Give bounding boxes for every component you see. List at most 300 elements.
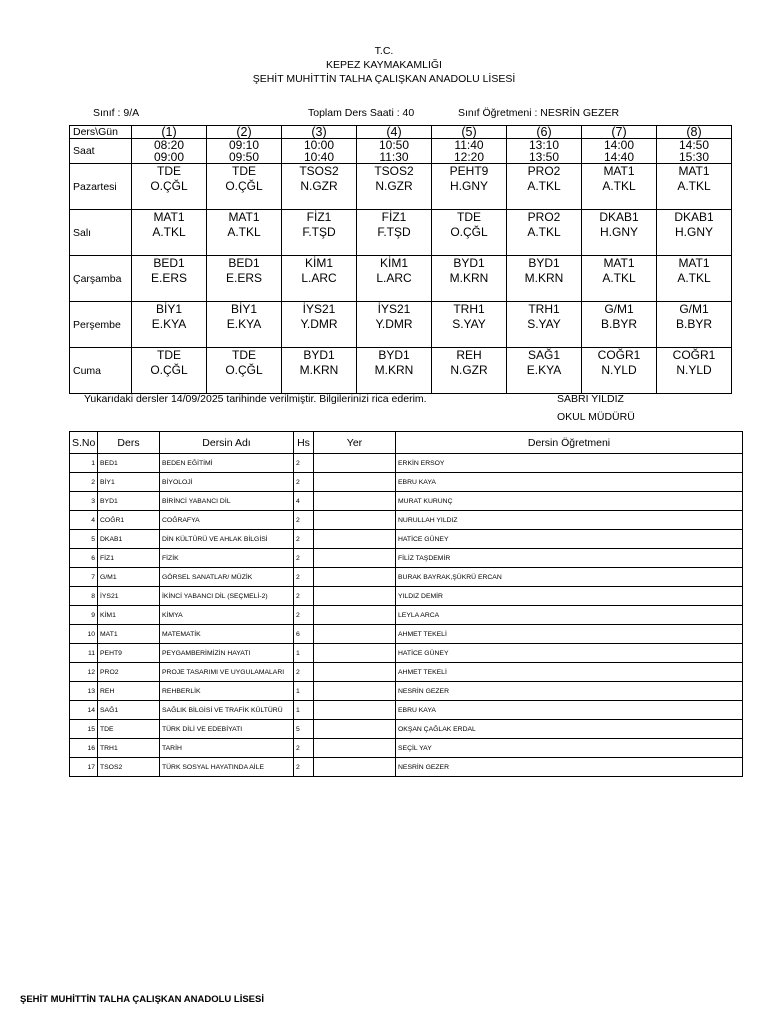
lesson-teacher: O.ÇĞL <box>450 225 488 239</box>
lesson-teacher: Y.DMR <box>375 317 413 331</box>
principal-name: SABRİ YILDIZ <box>557 393 624 405</box>
lesson-hours: 1 <box>294 644 314 663</box>
lesson-no: 16 <box>70 739 98 758</box>
period-end: 09:50 <box>228 150 260 164</box>
lessons-header-row <box>70 432 743 454</box>
lesson-teacher-name: AHMET TEKELİ <box>396 663 743 682</box>
lesson-cell <box>282 302 357 348</box>
lesson-room <box>314 758 396 777</box>
lesson-code: BYD1 <box>98 492 160 511</box>
lesson-cell <box>657 256 732 302</box>
lesson-code: KİM1 <box>379 256 408 270</box>
lesson-cell <box>132 348 207 394</box>
lesson-code: MAT1 <box>603 164 635 178</box>
lesson-teacher: E.ERS <box>225 271 262 285</box>
lesson-teacher: B.BYR <box>600 317 637 331</box>
lesson-cell <box>282 164 357 210</box>
period-time <box>582 139 657 164</box>
lesson-room <box>314 606 396 625</box>
day-row <box>70 210 732 256</box>
total-hours-label: Toplam Ders Saati : <box>308 107 400 119</box>
lesson-teacher-name: HATİCE GÜNEY <box>396 530 743 549</box>
lesson-teacher-name: SEÇİL YAY <box>396 739 743 758</box>
lesson-row <box>70 739 743 758</box>
lesson-room <box>314 549 396 568</box>
lesson-teacher: A.TKL <box>227 225 261 239</box>
lesson-cell <box>132 256 207 302</box>
period-start: 10:00 <box>303 138 335 152</box>
lesson-no: 13 <box>70 682 98 701</box>
lesson-code: COĞR1 <box>597 348 641 362</box>
lesson-code: SAĞ1 <box>527 348 560 362</box>
lesson-row <box>70 530 743 549</box>
lesson-room <box>314 568 396 587</box>
lesson-teacher: E.ERS <box>150 271 187 285</box>
lesson-teacher: N.GZR <box>300 179 338 193</box>
lesson-name: BİRİNCİ YABANCI DİL <box>160 492 294 511</box>
period-end: 11:30 <box>379 150 409 164</box>
lesson-code: TRH1 <box>98 739 160 758</box>
period-number: (8) <box>657 126 732 139</box>
day-name: Pazartesi <box>70 164 132 210</box>
lesson-code: DKAB1 <box>599 210 639 224</box>
lesson-row <box>70 663 743 682</box>
period-end: 15:30 <box>678 150 710 164</box>
lesson-cell <box>432 256 507 302</box>
period-time <box>432 139 507 164</box>
period-number: (6) <box>507 126 582 139</box>
lesson-code: G/M1 <box>679 302 709 316</box>
lesson-teacher: M.KRN <box>524 271 564 285</box>
lesson-code: TDE <box>157 164 181 178</box>
weekly-schedule-table <box>69 125 732 394</box>
period-number-row <box>70 126 732 139</box>
lesson-row <box>70 454 743 473</box>
day-row <box>70 164 732 210</box>
lesson-no: 3 <box>70 492 98 511</box>
lesson-row <box>70 625 743 644</box>
lesson-no: 14 <box>70 701 98 720</box>
lesson-teacher: A.TKL <box>602 271 636 285</box>
lesson-teacher: N.YLD <box>676 363 712 377</box>
class-info <box>93 107 139 119</box>
period-end: 09:00 <box>153 150 185 164</box>
lesson-teacher-name: OKŞAN ÇAĞLAK ERDAL <box>396 720 743 739</box>
period-time-row <box>70 139 732 164</box>
lesson-hours: 2 <box>294 587 314 606</box>
day-row <box>70 256 732 302</box>
period-number: (3) <box>282 126 357 139</box>
period-number: (1) <box>132 126 207 139</box>
lesson-hours: 1 <box>294 701 314 720</box>
lesson-code: FİZ1 <box>98 549 160 568</box>
lesson-cell <box>207 256 282 302</box>
lesson-room <box>314 663 396 682</box>
lesson-cell <box>432 210 507 256</box>
lesson-room <box>314 682 396 701</box>
lesson-teacher: M.KRN <box>299 363 339 377</box>
class-teacher-label: Sınıf Öğretmeni : <box>458 107 538 119</box>
period-end: 12:20 <box>453 150 485 164</box>
lesson-teacher: O.ÇĞL <box>150 363 188 377</box>
lesson-teacher-name: BURAK BAYRAK,ŞÜKRÜ ERCAN <box>396 568 743 587</box>
lesson-cell <box>432 302 507 348</box>
lesson-teacher: N.YLD <box>601 363 637 377</box>
lesson-code: BİY1 <box>98 473 160 492</box>
lesson-teacher-name: YILDIZ DEMİR <box>396 587 743 606</box>
lesson-name: PEYGAMBERİMİZİN HAYATI <box>160 644 294 663</box>
period-start: 09:10 <box>228 138 260 152</box>
period-time <box>207 139 282 164</box>
lesson-code: İYS21 <box>302 302 336 316</box>
lesson-teacher: B.BYR <box>675 317 712 331</box>
period-time <box>282 139 357 164</box>
lesson-code: TSOS2 <box>98 758 160 777</box>
lesson-cell <box>657 348 732 394</box>
lesson-room <box>314 625 396 644</box>
lesson-code: KİM1 <box>304 256 333 270</box>
lesson-teacher: O.ÇĞL <box>225 363 263 377</box>
lesson-row <box>70 473 743 492</box>
lesson-teacher-name: AHMET TEKELİ <box>396 625 743 644</box>
lesson-cell <box>357 348 432 394</box>
lesson-teacher-name: NESRİN GEZER <box>396 682 743 701</box>
lesson-row <box>70 568 743 587</box>
lesson-no: 10 <box>70 625 98 644</box>
lesson-code: MAT1 <box>603 256 635 270</box>
lesson-name: COĞRAFYA <box>160 511 294 530</box>
lesson-teacher: N.GZR <box>375 179 413 193</box>
lesson-cell <box>357 210 432 256</box>
lesson-name: BEDEN EĞİTİMİ <box>160 454 294 473</box>
lesson-no: 1 <box>70 454 98 473</box>
lesson-hours: 2 <box>294 549 314 568</box>
period-time <box>507 139 582 164</box>
lesson-code: MAT1 <box>678 256 710 270</box>
lesson-code: BED1 <box>153 256 185 270</box>
lesson-cell <box>132 302 207 348</box>
period-start: 11:40 <box>454 138 484 152</box>
day-name: Çarşamba <box>70 256 132 302</box>
lesson-teacher: N.GZR <box>450 363 488 377</box>
period-number: (7) <box>582 126 657 139</box>
class-label: Sınıf : <box>93 107 121 119</box>
day-row <box>70 348 732 394</box>
lesson-code: BED1 <box>228 256 260 270</box>
col-header-dersin-adi: Dersin Adı <box>160 432 294 454</box>
lesson-teacher: H.GNY <box>599 225 638 239</box>
class-teacher-info <box>458 107 619 119</box>
lesson-code: PEHT9 <box>449 164 489 178</box>
lesson-code: PRO2 <box>527 164 561 178</box>
lesson-code: TDE <box>232 164 256 178</box>
lesson-teacher: A.TKL <box>527 225 561 239</box>
lesson-name: TÜRK SOSYAL HAYATINDA AİLE <box>160 758 294 777</box>
lesson-cell <box>357 256 432 302</box>
lesson-cell <box>282 210 357 256</box>
lesson-name: BİYOLOJİ <box>160 473 294 492</box>
lesson-code: COĞR1 <box>98 511 160 530</box>
lesson-cell <box>657 302 732 348</box>
lesson-hours: 5 <box>294 720 314 739</box>
lesson-teacher: S.YAY <box>527 317 561 331</box>
lesson-name: MATEMATİK <box>160 625 294 644</box>
lesson-cell <box>657 210 732 256</box>
lesson-room <box>314 530 396 549</box>
lesson-room <box>314 473 396 492</box>
lesson-hours: 2 <box>294 568 314 587</box>
lesson-code: TRH1 <box>528 302 560 316</box>
period-time <box>357 139 432 164</box>
period-start: 14:50 <box>678 138 710 152</box>
header-kaymakamlik: KEPEZ KAYMAKAMLIĞI <box>326 59 442 71</box>
lesson-hours: 2 <box>294 511 314 530</box>
lesson-teacher: L.ARC <box>301 271 337 285</box>
day-name: Salı <box>70 210 132 256</box>
day-name: Perşembe <box>70 302 132 348</box>
lesson-cell <box>207 164 282 210</box>
lesson-code: TRH1 <box>453 302 485 316</box>
lesson-cell <box>357 302 432 348</box>
lesson-code: TDE <box>457 210 481 224</box>
lesson-code: MAT1 <box>228 210 260 224</box>
lesson-teacher: M.KRN <box>374 363 414 377</box>
lesson-teacher: F.TŞD <box>302 225 336 239</box>
period-number: (5) <box>432 126 507 139</box>
lesson-hours: 2 <box>294 606 314 625</box>
lesson-hours: 2 <box>294 758 314 777</box>
lesson-code: PEHT9 <box>98 644 160 663</box>
lesson-teacher: O.ÇĞL <box>225 179 263 193</box>
lesson-teacher: M.KRN <box>449 271 489 285</box>
class-teacher-value: NESRİN GEZER <box>540 107 620 119</box>
period-end: 14:40 <box>603 150 635 164</box>
lesson-cell <box>582 348 657 394</box>
lesson-teacher-name: ERKİN ERSOY <box>396 454 743 473</box>
lesson-code: G/M1 <box>98 568 160 587</box>
lesson-name: İKİNCİ YABANCI DİL (SEÇMELİ-2) <box>160 587 294 606</box>
period-start: 13:10 <box>528 138 560 152</box>
lesson-name: TÜRK DİLİ VE EDEBİYATI <box>160 720 294 739</box>
lesson-cell <box>132 210 207 256</box>
lesson-cell <box>582 302 657 348</box>
lesson-name: DİN KÜLTÜRÜ VE AHLAK BİLGİSİ <box>160 530 294 549</box>
period-number: (4) <box>357 126 432 139</box>
lesson-code: BED1 <box>98 454 160 473</box>
lesson-code: MAT1 <box>678 164 710 178</box>
lesson-row <box>70 758 743 777</box>
lesson-hours: 2 <box>294 739 314 758</box>
lesson-hours: 2 <box>294 530 314 549</box>
period-end: 10:40 <box>303 150 335 164</box>
lesson-code: TSOS2 <box>299 164 339 178</box>
lesson-row <box>70 549 743 568</box>
lesson-code: İYS21 <box>98 587 160 606</box>
period-start: 14:00 <box>603 138 635 152</box>
lesson-cell <box>282 348 357 394</box>
lesson-cell <box>432 348 507 394</box>
lesson-cell <box>207 348 282 394</box>
header-tc: T.C. <box>374 45 394 57</box>
lesson-teacher: S.YAY <box>452 317 486 331</box>
schedule-note: Yukarıdaki dersler 14/09/2025 tarihinde verilmiştir. Bilgilerinizi rica ederim. <box>84 393 427 405</box>
lesson-name: REHBERLİK <box>160 682 294 701</box>
lesson-code: TDE <box>98 720 160 739</box>
lesson-teacher: E.KYA <box>526 363 562 377</box>
lesson-hours: 1 <box>294 682 314 701</box>
lesson-cell <box>657 164 732 210</box>
lesson-no: 15 <box>70 720 98 739</box>
lesson-cell <box>507 164 582 210</box>
lesson-code: SAĞ1 <box>98 701 160 720</box>
lesson-teacher-name: EBRU KAYA <box>396 701 743 720</box>
col-header-ogretmen: Dersin Öğretmeni <box>396 432 743 454</box>
total-hours-value: 40 <box>402 107 415 119</box>
lesson-hours: 4 <box>294 492 314 511</box>
school-title: ŞEHİT MUHİTTİN TALHA ÇALIŞKAN ANADOLU LİSESİ <box>252 73 516 85</box>
principal-title: OKUL MÜDÜRÜ <box>557 411 635 423</box>
lesson-no: 17 <box>70 758 98 777</box>
day-row <box>70 302 732 348</box>
lesson-cell <box>582 256 657 302</box>
lesson-code: MAT1 <box>153 210 185 224</box>
lesson-row <box>70 587 743 606</box>
lesson-teacher-name: EBRU KAYA <box>396 473 743 492</box>
lesson-teacher: Y.DMR <box>300 317 338 331</box>
lesson-code: MAT1 <box>98 625 160 644</box>
lessons-table <box>69 431 743 777</box>
lesson-teacher-name: MURAT KURUNÇ <box>396 492 743 511</box>
lesson-teacher-name: FİLİZ TAŞDEMİR <box>396 549 743 568</box>
lesson-room <box>314 739 396 758</box>
lesson-teacher: H.GNY <box>449 179 488 193</box>
col-header-hs: Hs <box>294 432 314 454</box>
lesson-cell <box>207 302 282 348</box>
lesson-row <box>70 682 743 701</box>
lesson-row <box>70 644 743 663</box>
lesson-cell <box>132 164 207 210</box>
col-header-ders: Ders <box>98 432 160 454</box>
lesson-cell <box>582 164 657 210</box>
lesson-teacher: E.KYA <box>151 317 187 331</box>
lesson-code: PRO2 <box>527 210 561 224</box>
lesson-row <box>70 701 743 720</box>
lesson-no: 8 <box>70 587 98 606</box>
lesson-no: 7 <box>70 568 98 587</box>
lesson-code: FİZ1 <box>306 210 332 224</box>
lesson-code: İYS21 <box>377 302 411 316</box>
lesson-teacher: H.GNY <box>674 225 713 239</box>
lesson-row <box>70 492 743 511</box>
footer-school-name: ŞEHİT MUHİTTİN TALHA ÇALIŞKAN ANADOLU LİSESİ <box>20 994 264 1005</box>
class-value: 9/A <box>123 107 140 119</box>
saat-label: Saat <box>70 139 132 164</box>
lesson-hours: 6 <box>294 625 314 644</box>
lesson-name: SAĞLIK BİLGİSİ VE TRAFİK KÜLTÜRÜ <box>160 701 294 720</box>
lesson-code: DKAB1 <box>98 530 160 549</box>
lesson-room <box>314 511 396 530</box>
lesson-code: FİZ1 <box>381 210 407 224</box>
lesson-hours: 2 <box>294 454 314 473</box>
lesson-cell <box>507 210 582 256</box>
lesson-row <box>70 511 743 530</box>
corner-label: Ders\Gün <box>70 126 132 139</box>
lesson-name: KİMYA <box>160 606 294 625</box>
lesson-no: 12 <box>70 663 98 682</box>
lesson-teacher: F.TŞD <box>377 225 411 239</box>
lesson-teacher: L.ARC <box>376 271 412 285</box>
lesson-no: 6 <box>70 549 98 568</box>
lesson-room <box>314 587 396 606</box>
lesson-code: TDE <box>232 348 256 362</box>
lesson-no: 5 <box>70 530 98 549</box>
lesson-code: BYD1 <box>528 256 560 270</box>
lesson-no: 9 <box>70 606 98 625</box>
lesson-cell <box>207 210 282 256</box>
lesson-code: BYD1 <box>303 348 335 362</box>
lesson-cell <box>357 164 432 210</box>
lesson-teacher: A.TKL <box>602 179 636 193</box>
lesson-cell <box>507 256 582 302</box>
col-header-yer: Yer <box>314 432 396 454</box>
lesson-code: BYD1 <box>378 348 410 362</box>
lesson-code: BİY1 <box>155 302 182 316</box>
lesson-code: PRO2 <box>98 663 160 682</box>
period-number: (2) <box>207 126 282 139</box>
lesson-code: BİY1 <box>230 302 257 316</box>
lesson-no: 2 <box>70 473 98 492</box>
period-time <box>657 139 732 164</box>
lesson-teacher: A.TKL <box>527 179 561 193</box>
lesson-code: DKAB1 <box>674 210 714 224</box>
lesson-no: 11 <box>70 644 98 663</box>
total-hours-info <box>308 107 414 119</box>
lesson-code: BYD1 <box>453 256 485 270</box>
lesson-teacher-name: HATİCE GÜNEY <box>396 644 743 663</box>
lesson-cell <box>582 210 657 256</box>
lesson-no: 4 <box>70 511 98 530</box>
lesson-room <box>314 644 396 663</box>
lesson-hours: 2 <box>294 473 314 492</box>
period-start: 10:50 <box>378 138 410 152</box>
lesson-code: KİM1 <box>98 606 160 625</box>
lesson-room <box>314 720 396 739</box>
lesson-room <box>314 701 396 720</box>
lesson-code: G/M1 <box>604 302 634 316</box>
lesson-code: COĞR1 <box>672 348 716 362</box>
lesson-code: REH <box>98 682 160 701</box>
period-start: 08:20 <box>153 138 185 152</box>
lesson-teacher: A.TKL <box>677 271 711 285</box>
lesson-hours: 2 <box>294 663 314 682</box>
period-time <box>132 139 207 164</box>
lesson-teacher-name: NURULLAH YILDIZ <box>396 511 743 530</box>
lesson-cell <box>282 256 357 302</box>
period-end: 13:50 <box>528 150 560 164</box>
lesson-room <box>314 454 396 473</box>
lesson-cell <box>432 164 507 210</box>
lesson-code: TDE <box>157 348 181 362</box>
lesson-name: PROJE TASARIMI VE UYGULAMALARI <box>160 663 294 682</box>
col-header-sno: S.No <box>70 432 98 454</box>
lesson-row <box>70 720 743 739</box>
lesson-name: GÖRSEL SANATLAR/ MÜZİK <box>160 568 294 587</box>
day-name: Cuma <box>70 348 132 394</box>
lesson-name: FİZİK <box>160 549 294 568</box>
lesson-code: REH <box>456 348 482 362</box>
lesson-row <box>70 606 743 625</box>
lesson-teacher-name: LEYLA ARCA <box>396 606 743 625</box>
